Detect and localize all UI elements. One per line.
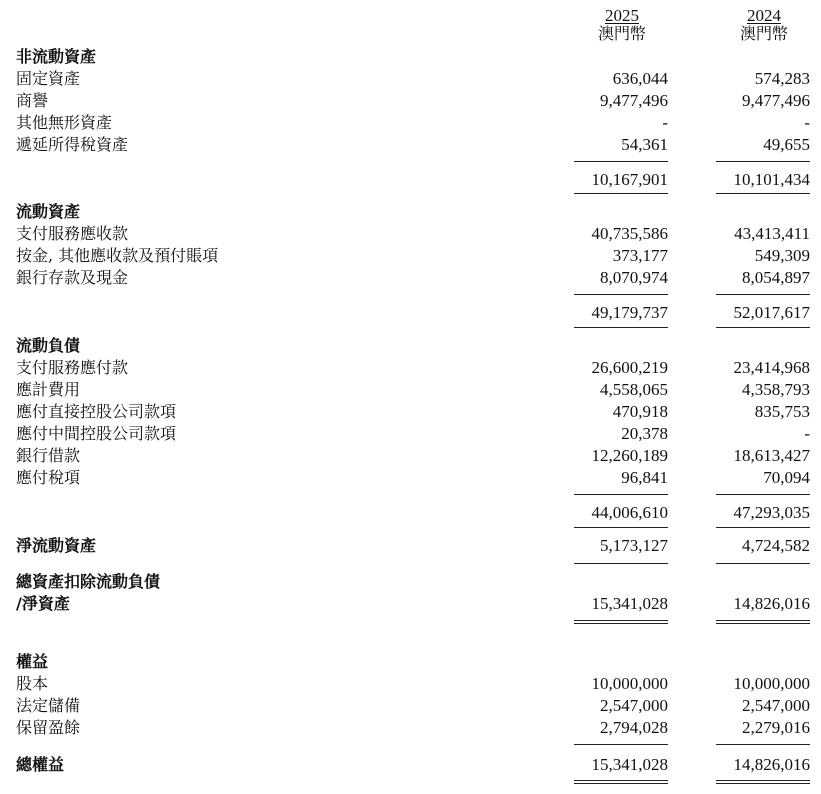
value-2025: 470,918 bbox=[612, 402, 668, 421]
value-2024: 18,613,427 bbox=[733, 446, 810, 465]
value-2024: 549,309 bbox=[754, 246, 810, 265]
total-equity-2025: 15,341,028 bbox=[591, 755, 668, 774]
rule-line bbox=[716, 327, 810, 328]
value-2024: 8,054,897 bbox=[742, 268, 810, 287]
value-2024: 9,477,496 bbox=[742, 91, 810, 110]
value-2025: 10,000,000 bbox=[591, 674, 668, 693]
double-rule-line bbox=[574, 620, 668, 621]
net-current-assets-label: 淨流動資產 bbox=[16, 536, 97, 555]
rule-line bbox=[574, 327, 668, 328]
value-2025: 9,477,496 bbox=[600, 91, 668, 110]
value-2024: - bbox=[804, 424, 810, 443]
value-2024: 4,358,793 bbox=[742, 380, 810, 399]
section-title-equity: 權益 bbox=[16, 652, 49, 671]
row-label: 應付中間控股公司款項 bbox=[16, 424, 177, 443]
row-label: 遞延所得稅資產 bbox=[16, 135, 129, 154]
row-label: 按金, 其他應收款及預付賬項 bbox=[16, 246, 219, 265]
currency-2025-header: 澳門幣 bbox=[597, 24, 646, 43]
value-2025: - bbox=[662, 113, 668, 132]
value-2024: 23,414,968 bbox=[733, 358, 810, 377]
net-assets-2024: 14,826,016 bbox=[733, 594, 810, 613]
double-rule-line bbox=[574, 780, 668, 781]
value-2025: 2,547,000 bbox=[600, 696, 668, 715]
net-assets-2025: 15,341,028 bbox=[591, 594, 668, 613]
double-rule-line bbox=[716, 620, 810, 621]
net-current-assets-2024: 4,724,582 bbox=[742, 536, 810, 555]
row-label: 應計費用 bbox=[16, 380, 81, 399]
rule-line bbox=[716, 527, 810, 528]
row-label: 固定資產 bbox=[16, 69, 81, 88]
rule-line bbox=[574, 563, 668, 564]
net-assets-label: /淨資產 bbox=[16, 594, 70, 613]
value-2024: - bbox=[804, 113, 810, 132]
rule-line bbox=[574, 193, 668, 194]
value-2024: 43,413,411 bbox=[734, 224, 810, 243]
rule-line bbox=[574, 527, 668, 528]
value-2025: 26,600,219 bbox=[591, 358, 668, 377]
double-rule-line bbox=[574, 623, 668, 624]
section-title-current-assets: 流動資產 bbox=[16, 202, 81, 221]
rule-line bbox=[574, 161, 668, 162]
currency-2024-header: 澳門幣 bbox=[739, 24, 788, 43]
row-label: 股本 bbox=[16, 674, 49, 693]
net-current-assets-2025: 5,173,127 bbox=[600, 536, 668, 555]
value-2024: 10,000,000 bbox=[733, 674, 810, 693]
value-2025: 2,794,028 bbox=[600, 718, 668, 737]
rule-line bbox=[716, 161, 810, 162]
subtotal-2024: 47,293,035 bbox=[733, 503, 810, 522]
total-assets-less-cl-label: 總資產扣除流動負債 bbox=[16, 572, 161, 591]
value-2025: 4,558,065 bbox=[600, 380, 668, 399]
subtotal-2024: 52,017,617 bbox=[733, 303, 810, 322]
value-2024: 2,279,016 bbox=[742, 718, 810, 737]
value-2025: 12,260,189 bbox=[591, 446, 668, 465]
value-2024: 49,655 bbox=[763, 135, 810, 154]
value-2024: 70,094 bbox=[763, 468, 810, 487]
rule-line bbox=[574, 744, 668, 745]
subtotal-2025: 44,006,610 bbox=[591, 503, 668, 522]
subtotal-2025: 49,179,737 bbox=[591, 303, 668, 322]
subtotal-2025: 10,167,901 bbox=[591, 170, 668, 189]
row-label: 商譽 bbox=[16, 91, 49, 110]
value-2024: 2,547,000 bbox=[742, 696, 810, 715]
value-2025: 96,841 bbox=[621, 468, 668, 487]
year-2024-header: 2024 bbox=[747, 6, 781, 25]
value-2025: 40,735,586 bbox=[591, 224, 668, 243]
double-rule-line bbox=[716, 783, 810, 784]
value-2025: 54,361 bbox=[621, 135, 668, 154]
rule-line bbox=[574, 294, 668, 295]
value-2025: 8,070,974 bbox=[600, 268, 668, 287]
section-title-non-current-assets: 非流動資產 bbox=[16, 47, 97, 66]
total-equity-label: 總權益 bbox=[16, 755, 65, 774]
row-label: 支付服務應收款 bbox=[16, 224, 129, 243]
value-2024: 574,283 bbox=[754, 69, 810, 88]
row-label: 銀行借款 bbox=[16, 446, 81, 465]
rule-line bbox=[716, 563, 810, 564]
double-rule-line bbox=[716, 780, 810, 781]
row-label: 保留盈餘 bbox=[16, 718, 81, 737]
row-label: 銀行存款及現金 bbox=[16, 268, 129, 287]
rule-line bbox=[716, 494, 810, 495]
rule-line bbox=[716, 294, 810, 295]
value-2024: 835,753 bbox=[754, 402, 810, 421]
section-title-current-liabilities: 流動負債 bbox=[16, 336, 81, 355]
subtotal-2024: 10,101,434 bbox=[733, 170, 810, 189]
row-label: 支付服務應付款 bbox=[16, 358, 129, 377]
row-label: 應付稅項 bbox=[16, 468, 81, 487]
rule-line bbox=[716, 193, 810, 194]
rule-line bbox=[574, 494, 668, 495]
total-equity-2024: 14,826,016 bbox=[733, 755, 810, 774]
row-label: 其他無形資產 bbox=[16, 113, 113, 132]
year-2025-header: 2025 bbox=[605, 6, 639, 25]
value-2025: 20,378 bbox=[621, 424, 668, 443]
rule-line bbox=[716, 744, 810, 745]
value-2025: 636,044 bbox=[612, 69, 668, 88]
double-rule-line bbox=[716, 623, 810, 624]
row-label: 法定儲備 bbox=[16, 696, 81, 715]
double-rule-line bbox=[574, 783, 668, 784]
row-label: 應付直接控股公司款項 bbox=[16, 402, 177, 421]
value-2025: 373,177 bbox=[612, 246, 668, 265]
